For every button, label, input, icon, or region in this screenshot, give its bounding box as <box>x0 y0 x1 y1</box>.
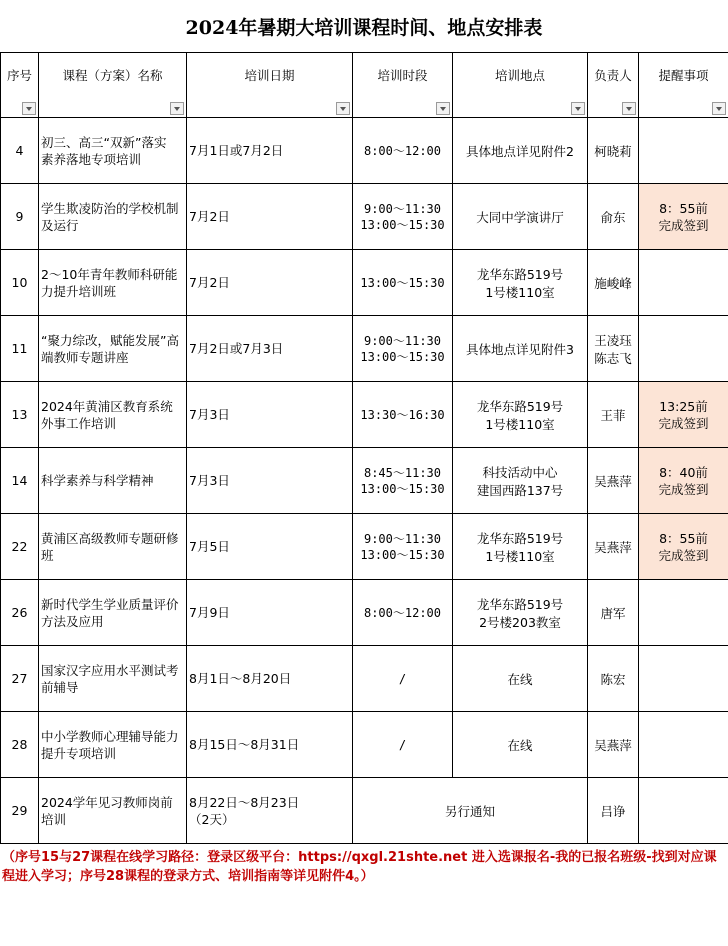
cell-place: 科技活动中心 建国西路137号 <box>453 448 588 514</box>
cell-date: 8月1日～8月20日 <box>187 646 353 712</box>
cell-place: 龙华东路519号 2号楼203教室 <box>453 580 588 646</box>
col-header-owner: 负责人 <box>588 53 639 118</box>
cell-owner: 王菲 <box>588 382 639 448</box>
cell-course: 2024年黄浦区教育系统外事工作培训 <box>39 382 187 448</box>
cell-no: 13 <box>1 382 39 448</box>
cell-time-place-merged: 另行通知 <box>353 778 588 844</box>
table-row <box>1 712 728 778</box>
filter-dropdown-icon[interactable] <box>436 102 450 115</box>
cell-place: 龙华东路519号 1号楼110室 <box>453 250 588 316</box>
cell-time: 9:00～11:30 13:00～15:30 <box>353 514 453 580</box>
col-header-no: 序号 <box>1 53 39 118</box>
filter-dropdown-icon[interactable] <box>336 102 350 115</box>
cell-owner: 吴燕萍 <box>588 448 639 514</box>
cell-owner: 王凌珏 陈志飞 <box>588 316 639 382</box>
table-row <box>1 184 728 250</box>
cell-place: 在线 <box>453 712 588 778</box>
cell-time: / <box>353 646 453 712</box>
table-row <box>1 316 728 382</box>
schedule-table <box>0 52 728 844</box>
cell-date: 7月2日 <box>187 250 353 316</box>
cell-course: 2024学年见习教师岗前培训 <box>39 778 187 844</box>
header-row <box>1 53 728 118</box>
cell-no: 10 <box>1 250 39 316</box>
col-header-time: 培训时段 <box>353 53 453 118</box>
cell-no: 4 <box>1 118 39 184</box>
cell-no: 9 <box>1 184 39 250</box>
cell-course: 中小学教师心理辅导能力提升专项培训 <box>39 712 187 778</box>
cell-date: 7月3日 <box>187 448 353 514</box>
cell-owner: 唐军 <box>588 580 639 646</box>
cell-course: 2～10年青年教师科研能力提升培训班 <box>39 250 187 316</box>
table-row <box>1 646 728 712</box>
cell-place: 在线 <box>453 646 588 712</box>
cell-owner: 陈宏 <box>588 646 639 712</box>
cell-time: 8:45～11:30 13:00～15:30 <box>353 448 453 514</box>
footnote: （序号15与27课程在线学习路径：登录区级平台：https://qxgl.21shte.net 进入选课报名-我的已报名班级-找到对应课程进入学习；序号28课程的登录方式、培训指南等详见附件4。） <box>2 850 717 884</box>
col-header-remind: 提醒事项 <box>639 53 728 118</box>
cell-time: 8:00～12:00 <box>353 580 453 646</box>
cell-no: 28 <box>1 712 39 778</box>
cell-course: 国家汉字应用水平测试考前辅导 <box>39 646 187 712</box>
cell-place: 具体地点详见附件3 <box>453 316 588 382</box>
cell-date: 7月5日 <box>187 514 353 580</box>
cell-date: 7月9日 <box>187 580 353 646</box>
col-header-place: 培训地点 <box>453 53 588 118</box>
cell-course: 新时代学生学业质量评价方法及应用 <box>39 580 187 646</box>
cell-no: 27 <box>1 646 39 712</box>
cell-remind: 8：55前 完成签到 <box>639 184 728 250</box>
page-title: 2024年暑期大培训课程时间、地点安排表 <box>185 16 543 39</box>
filter-dropdown-icon[interactable] <box>622 102 636 115</box>
cell-course: 科学素养与科学精神 <box>39 448 187 514</box>
cell-date: 7月2日 <box>187 184 353 250</box>
table-row <box>1 382 728 448</box>
cell-remind: 8：55前 完成签到 <box>639 514 728 580</box>
cell-owner: 吕诤 <box>588 778 639 844</box>
cell-place: 龙华东路519号 1号楼110室 <box>453 382 588 448</box>
cell-time: 8:00～12:00 <box>353 118 453 184</box>
col-header-date: 培训日期 <box>187 53 353 118</box>
cell-no: 26 <box>1 580 39 646</box>
cell-owner: 吴燕萍 <box>588 514 639 580</box>
cell-date: 8月15日～8月31日 <box>187 712 353 778</box>
cell-course: 学生欺凌防治的学校机制及运行 <box>39 184 187 250</box>
cell-place: 大同中学演讲厅 <box>453 184 588 250</box>
table-row <box>1 580 728 646</box>
cell-time: / <box>353 712 453 778</box>
filter-dropdown-icon[interactable] <box>571 102 585 115</box>
filter-dropdown-icon[interactable] <box>712 102 726 115</box>
cell-no: 29 <box>1 778 39 844</box>
cell-date: 7月3日 <box>187 382 353 448</box>
cell-owner: 柯晓莉 <box>588 118 639 184</box>
cell-owner: 施峻峰 <box>588 250 639 316</box>
cell-remind <box>639 580 728 646</box>
filter-dropdown-icon[interactable] <box>22 102 36 115</box>
cell-course: 黄浦区高级教师专题研修班 <box>39 514 187 580</box>
cell-time: 9:00～11:30 13:00～15:30 <box>353 316 453 382</box>
filter-dropdown-icon[interactable] <box>170 102 184 115</box>
cell-time: 13:30～16:30 <box>353 382 453 448</box>
cell-owner: 吴燕萍 <box>588 712 639 778</box>
cell-date: 8月22日～8月23日 （2天） <box>187 778 353 844</box>
cell-date: 7月1日或7月2日 <box>187 118 353 184</box>
cell-no: 22 <box>1 514 39 580</box>
cell-remind: 13:25前 完成签到 <box>639 382 728 448</box>
col-header-course: 课程（方案）名称 <box>39 53 187 118</box>
cell-place: 具体地点详见附件2 <box>453 118 588 184</box>
cell-place: 龙华东路519号 1号楼110室 <box>453 514 588 580</box>
cell-remind <box>639 250 728 316</box>
cell-remind <box>639 316 728 382</box>
cell-no: 11 <box>1 316 39 382</box>
cell-course: 初三、高三“双新”落实 素养落地专项培训 <box>39 118 187 184</box>
table-row <box>1 118 728 184</box>
cell-date: 7月2日或7月3日 <box>187 316 353 382</box>
cell-remind <box>639 118 728 184</box>
cell-course: “聚力综改，赋能发展”高端教师专题讲座 <box>39 316 187 382</box>
table-row <box>1 778 728 844</box>
cell-remind: 8：40前 完成签到 <box>639 448 728 514</box>
table-row <box>1 448 728 514</box>
cell-remind <box>639 778 728 844</box>
cell-time: 13:00～15:30 <box>353 250 453 316</box>
cell-remind <box>639 646 728 712</box>
cell-time: 9:00～11:30 13:00～15:30 <box>353 184 453 250</box>
table-row <box>1 250 728 316</box>
cell-owner: 俞东 <box>588 184 639 250</box>
cell-no: 14 <box>1 448 39 514</box>
table-row <box>1 514 728 580</box>
cell-remind <box>639 712 728 778</box>
